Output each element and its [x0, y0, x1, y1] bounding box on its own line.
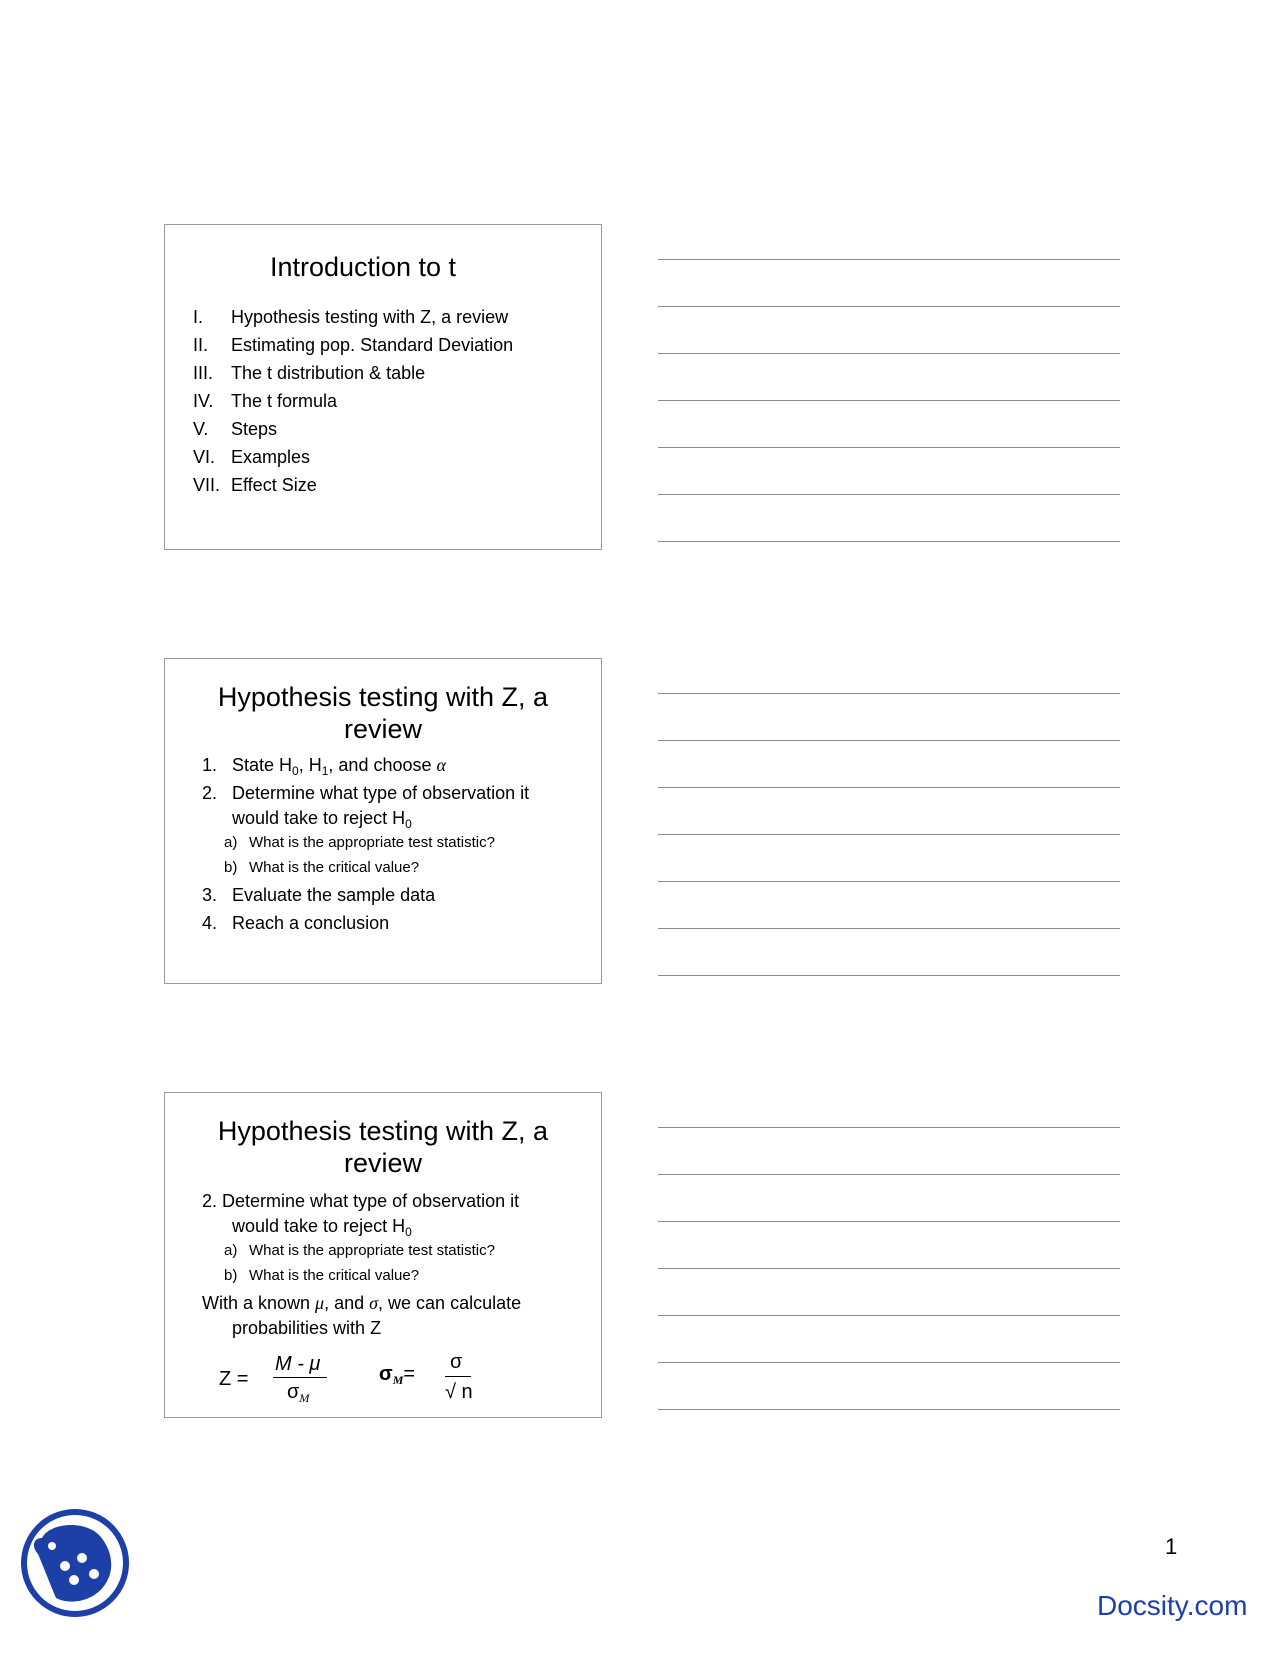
note-line — [658, 541, 1120, 542]
brand-link[interactable]: Docsity.com — [1097, 1590, 1248, 1621]
paragraph-line: With a known μ, and σ, we can calculate — [202, 1293, 522, 1313]
slide-hypothesis-testing-review-2: Hypothesis testing with Z, a review 2. Determine what type of observation it would take to reject $H_0$ a) What is the appropriate test statistic? b) What is the critical value? With a known μ, and σ, we can calculate probabilities with Z Z = M - μ $\sigma_M$ $\sigma_M=$ σ √ n — [164, 1092, 602, 1418]
docsity-logo-icon — [20, 1508, 130, 1618]
alpha-symbol: α — [436, 755, 446, 775]
note-line — [658, 787, 1120, 788]
note-line — [658, 1362, 1120, 1363]
title-line-1: Hypothesis testing with Z, a — [217, 1116, 549, 1146]
note-line — [658, 1174, 1120, 1175]
note-line — [658, 494, 1120, 495]
note-line — [658, 834, 1120, 835]
note-line — [658, 400, 1120, 401]
note-line — [658, 1409, 1120, 1410]
paragraph-line: 2. Determine what type of observation it — [202, 1191, 520, 1211]
note-line — [658, 353, 1120, 354]
title-line-1: Hypothesis testing with Z, a — [217, 682, 549, 712]
paragraph-line: would take to reject $H_0$ — [232, 1216, 412, 1239]
note-line — [658, 447, 1120, 448]
page-number: 1 — [1165, 1534, 1178, 1559]
note-line — [658, 306, 1120, 307]
list-item-continuation: would take to reject $H_0$ — [232, 808, 412, 831]
note-line — [658, 975, 1120, 976]
note-line — [658, 259, 1120, 260]
slide-title: Introduction to t — [269, 252, 457, 282]
mu-symbol: μ — [315, 1293, 325, 1313]
title-line-2: review — [343, 1148, 423, 1178]
title-line-2: review — [343, 714, 423, 744]
formula-denominator: $\sigma_M$ — [287, 1381, 310, 1405]
note-line — [658, 1268, 1120, 1269]
sigma-symbol: σ — [369, 1293, 379, 1313]
formula-denominator: √ n — [445, 1381, 473, 1403]
slide-title — [165, 681, 601, 745]
note-line — [658, 1127, 1120, 1128]
formula-numerator: M - μ — [275, 1353, 321, 1375]
note-line — [658, 1315, 1120, 1316]
fraction-bar — [273, 1377, 327, 1378]
note-line — [658, 881, 1120, 882]
note-line — [658, 693, 1120, 694]
slide-introduction-to-t: Introduction to t I. Hypothesis testing with Z, a review II. Estimating pop. Standard Deviation III. The t distribution & table IV. The t formula V. Steps VI. Examples VII. Effect Size — [164, 224, 602, 550]
note-line — [658, 928, 1120, 929]
slide-title — [165, 1115, 601, 1179]
formula-lhs: Z = — [219, 1368, 249, 1390]
slide-hypothesis-testing-review: Hypothesis testing with Z, a review 1. State $H_0$, $H_1$, and choose α 2. Determine what type of observation it would take to reject $H_0$ a) What is the appropriate test statistic? b) What is the critical value? 3. Evaluate the sample data 4. Reach a conclusion — [164, 658, 602, 984]
formula-lhs: $\sigma_M=$ — [379, 1363, 416, 1387]
note-line — [658, 1221, 1120, 1222]
fraction-bar — [445, 1376, 471, 1377]
note-line — [658, 740, 1120, 741]
paragraph-line: probabilities with Z — [232, 1318, 382, 1338]
formula-numerator: σ — [450, 1351, 463, 1373]
